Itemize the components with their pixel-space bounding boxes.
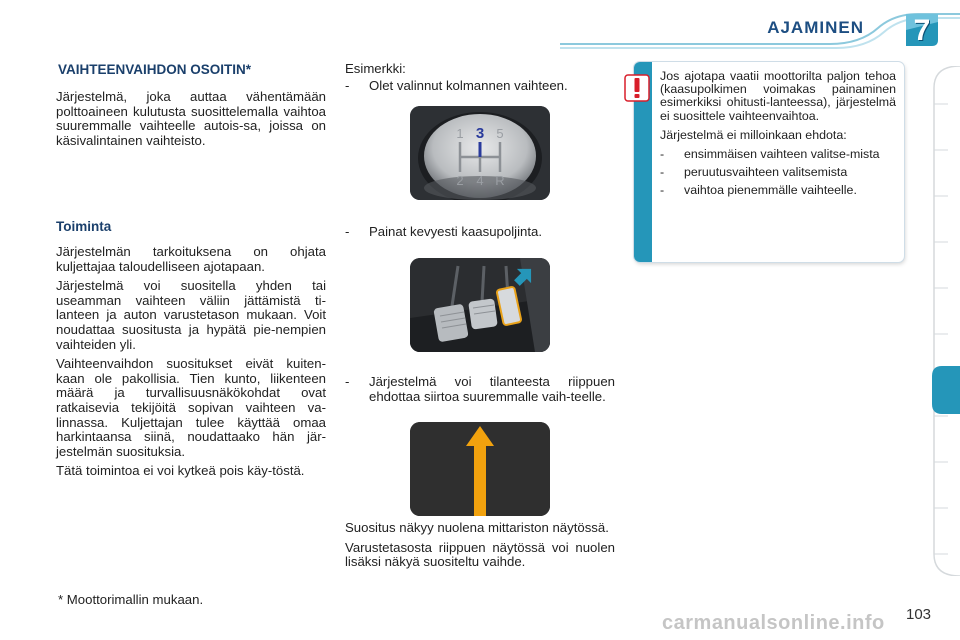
warning-content — [660, 70, 896, 203]
list-item-text: ensimmäisen vaihteen valitse-mista — [684, 147, 880, 162]
paragraph: Tätä toimintoa ei voi kytkeä pois käy-töstä. — [56, 463, 305, 479]
intro-block — [56, 90, 326, 153]
exclamation-icon — [624, 74, 650, 102]
paragraph: Järjestelmä voi suositella yhden tai useamman vaihteen väliin jättämistä ti-lanteen ja auton varustetason mukaan. Voit noudattaa suositusta ja hypätä pie-nempien vaihteiden yli. — [56, 278, 326, 352]
shift-arrow-illustration — [410, 422, 550, 516]
gear-label-selected: 3 — [475, 125, 485, 142]
paragraph: Vaihteenvaihdon suositukset eivät kuiten-kaan ole pakollisia. Tien kunto, liikenteen määrä ja turvallisuusnäkökohdat ovat ratkaisevia tekijöitä sopivan vaihteen va-linnassa. Kuljettajan tulee käyttää omaa harkintaansa siinä, noudattaako hän jär-jestelmän suosituksia. — [56, 356, 326, 459]
list-item: - ensimmäisen vaihteen valitse-mista — [660, 148, 896, 161]
pedals-figure — [410, 258, 550, 352]
footnote: * Moottorimallin mukaan. — [58, 592, 204, 607]
intro-text: Järjestelmä, joka auttaa vähentämään polttoaineen kulutusta suosittelemalla vaihtoa suuremmalle vaihteelle autois-sa, joissa on käsivalintainen vaihteisto. — [56, 89, 326, 148]
watermark: carmanualsonline.info — [662, 612, 885, 634]
gear-label: 5 — [496, 126, 504, 141]
step-three-block — [345, 375, 615, 409]
chapter-title: AJAMINEN — [767, 18, 864, 37]
list-item: - vaihtoa pienemmälle vaihteelle. — [660, 184, 896, 197]
step-text: Järjestelmä voi tilanteesta riippuen ehdottaa siirtoa suuremmalle vaih-teelle. — [369, 374, 615, 404]
example-block — [345, 62, 615, 98]
notes-block — [345, 521, 615, 575]
warning-text: Järjestelmä ei milloinkaan ehdota: — [660, 127, 847, 142]
header-band — [560, 8, 960, 50]
gear-label: 1 — [456, 126, 464, 141]
step-text: Painat kevyesti kaasupoljinta. — [369, 224, 543, 239]
gear-label: 4 — [476, 173, 484, 188]
section-title: VAIHTEENVAIHDON OSOITIN* — [58, 62, 252, 77]
note-text: Varustetasosta riippuen näytössä voi nuolen lisäksi näkyä suositeltu vaihde. — [345, 539, 615, 570]
note-text: Suositus näkyy nuolena mittariston näytössä. — [345, 520, 609, 535]
pedals-illustration — [410, 258, 550, 352]
example-step: - Olet valinnut kolmannen vaihteen. — [345, 79, 615, 94]
example-step: - Painat kevyesti kaasupoljinta. — [345, 225, 615, 240]
section-subtitle: Toiminta — [56, 219, 112, 234]
shift-arrow-figure — [410, 422, 550, 516]
paragraph: Järjestelmän tarkoituksena on ohjata kuljettajaa taloudelliseen ajotapaan. — [56, 244, 326, 274]
example-step: - Järjestelmä voi tilanteesta riippuen ehdottaa siirtoa suuremmalle vaih-teelle. — [345, 374, 615, 404]
step-two-block — [345, 225, 615, 245]
list-item-text: vaihtoa pienemmälle vaihteelle. — [684, 183, 857, 198]
chapter-tabs — [926, 66, 960, 576]
chapter-number: 7 — [913, 14, 931, 47]
list-item-text: peruutusvaihteen valitsemista — [684, 165, 848, 180]
example-label: Esimerkki: — [345, 61, 406, 76]
step-text: Olet valinnut kolmannen vaihteen. — [369, 77, 568, 93]
gear-knob-figure — [410, 106, 550, 200]
active-chapter-tab — [932, 366, 960, 414]
page-number: 103 — [906, 606, 932, 623]
gear-knob-illustration — [410, 106, 550, 200]
gear-label: 2 — [456, 173, 464, 188]
gear-label: R — [495, 173, 505, 188]
list-item: - peruutusvaihteen valitsemista — [660, 166, 896, 179]
warning-text: Jos ajotapa vaatii moottorilta paljon tehoa (kaasupolkimen voimakas painaminen esimerkiksi ohitusti-lanteessa), järjestelmä ei suosittele vaihteenvaihtoa. — [660, 69, 896, 123]
function-block — [56, 245, 326, 484]
